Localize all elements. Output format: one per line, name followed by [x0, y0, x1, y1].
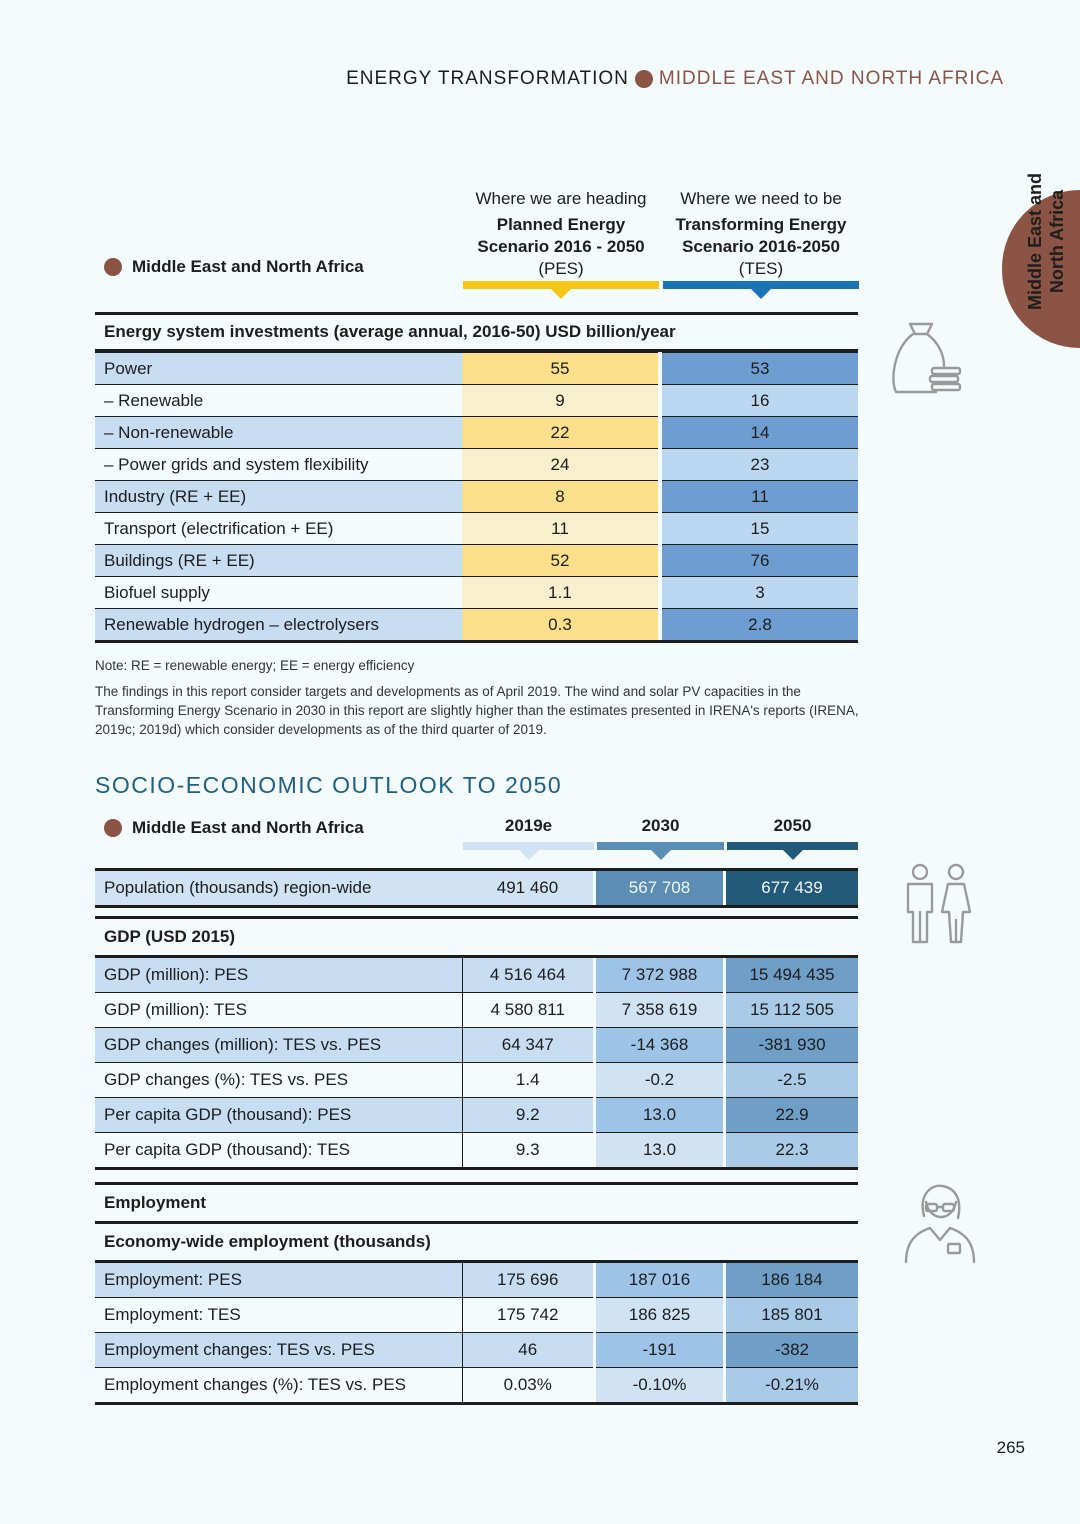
investment-tes-value: 53	[662, 353, 858, 385]
investments-title-bar	[95, 312, 858, 352]
employment-subtitle: Economy-wide employment (thousands)	[104, 1232, 431, 1251]
employment-row-value-2050: -382	[726, 1333, 858, 1368]
year-marker-2-arrow	[650, 849, 672, 860]
year-marker-3	[727, 842, 858, 850]
gdp-row-value-2050: -2.5	[726, 1063, 858, 1098]
year-marker-3-arrow	[782, 849, 804, 860]
investment-tes-value: 15	[662, 513, 858, 545]
employment-row-value-2019: 0.03%	[462, 1368, 593, 1404]
employment-row-label: Employment changes (%): TES vs. PES	[95, 1368, 462, 1404]
investment-row	[95, 385, 858, 417]
population-2019: 491 460	[462, 871, 593, 905]
gdp-row-value-2019: 4 580 811	[462, 993, 593, 1028]
gdp-row-value-2030: 13.0	[596, 1133, 723, 1169]
investment-pes-value: 1.1	[462, 577, 658, 609]
gdp-section	[95, 916, 858, 1170]
tes-abbr: (TES)	[738, 259, 784, 278]
employment-row-value-2019: 175 742	[462, 1298, 593, 1333]
gdp-row	[95, 1098, 858, 1133]
people-icon	[900, 862, 976, 946]
investment-row	[95, 513, 858, 545]
population-row	[95, 871, 858, 905]
employment-row-value-2019: 46	[462, 1333, 593, 1368]
tes-name-line1: Transforming Energy	[675, 215, 847, 234]
header-subtitle: MIDDLE EAST AND NORTH AFRICA	[658, 68, 1004, 89]
gdp-row	[95, 958, 858, 993]
employment-subtitle-bar	[95, 1221, 858, 1263]
investment-pes-value: 22	[462, 417, 658, 449]
investment-pes-value: 52	[462, 545, 658, 577]
region-name: Middle East and North Africa	[132, 257, 364, 276]
gdp-row-value-2030: -14 368	[596, 1028, 723, 1063]
gdp-table	[95, 958, 858, 1170]
employment-row-value-2050: 186 184	[726, 1263, 858, 1298]
employment-row-value-2050: -0.21%	[726, 1368, 858, 1404]
header-dot	[635, 70, 653, 88]
investment-pes-value: 0.3	[462, 609, 658, 642]
year-marker-1-arrow	[518, 849, 540, 860]
employment-row-label: Employment changes: TES vs. PES	[95, 1333, 462, 1368]
gdp-row-value-2019: 4 516 464	[462, 958, 593, 993]
region-dot	[104, 819, 122, 837]
gdp-row-value-2050: 15 112 505	[726, 993, 858, 1028]
employment-table	[95, 1263, 858, 1405]
investment-pes-value: 9	[462, 385, 658, 417]
gdp-row-value-2050: -381 930	[726, 1028, 858, 1063]
population-2030: 567 708	[596, 871, 723, 905]
tes-tag: Where we need to be	[680, 189, 842, 208]
investment-row-label: Buildings (RE + EE)	[95, 545, 462, 577]
investment-row	[95, 577, 858, 609]
employment-title-bar	[95, 1182, 858, 1221]
gdp-row	[95, 1063, 858, 1098]
gdp-row-label: GDP changes (%): TES vs. PES	[95, 1063, 462, 1098]
investments-section	[95, 312, 858, 643]
region-name: Middle East and North Africa	[132, 818, 364, 837]
running-header	[346, 68, 1004, 90]
employment-row	[95, 1333, 858, 1368]
page-number: 265	[996, 1438, 1025, 1457]
year-marker-1	[463, 842, 594, 850]
investment-tes-value: 14	[662, 417, 858, 449]
side-tab-line1: Middle East and	[1025, 172, 1045, 310]
year-header-1: 2019e	[504, 816, 553, 835]
gdp-row	[95, 1133, 858, 1169]
pes-marker-arrow	[550, 288, 572, 299]
employment-row-value-2019: 175 696	[462, 1263, 593, 1298]
investment-tes-value: 2.8	[662, 609, 858, 642]
region-label-investments	[104, 257, 364, 277]
gdp-row-label: GDP (million): PES	[95, 958, 462, 993]
region-dot	[104, 258, 122, 276]
pes-column-header	[463, 188, 659, 280]
investment-tes-value: 23	[662, 449, 858, 481]
investment-row	[95, 481, 858, 513]
investment-row-label: – Renewable	[95, 385, 462, 417]
employment-row	[95, 1368, 858, 1404]
employment-row-value-2030: 187 016	[596, 1263, 723, 1298]
pes-marker	[463, 281, 659, 289]
investment-row-label: – Power grids and system flexibility	[95, 449, 462, 481]
gdp-row-value-2019: 64 347	[462, 1028, 593, 1063]
employment-row	[95, 1298, 858, 1333]
note-findings: The findings in this report consider targets and developments as of April 2019. The wind and solar PV capacities in the Transforming Energy Scenario in 2030 in this report are slightly higher than the estimates presented in IRENA's reports (IRENA, 2019c; 2019d) which consider developments as of the third quarter of 2019.	[95, 684, 859, 737]
tes-column-header	[663, 188, 859, 280]
side-tab-line2: North Africa	[1047, 189, 1067, 294]
gdp-row	[95, 1028, 858, 1063]
tes-marker	[663, 281, 859, 289]
region-label-socio	[104, 818, 364, 838]
year-header-2: 2030	[641, 816, 680, 835]
investment-tes-value: 3	[662, 577, 858, 609]
population-2050: 677 439	[726, 871, 858, 905]
gdp-row-label: GDP changes (million): TES vs. PES	[95, 1028, 462, 1063]
investment-row-label: Industry (RE + EE)	[95, 481, 462, 513]
gdp-row-value-2050: 22.9	[726, 1098, 858, 1133]
employment-row-value-2030: -191	[596, 1333, 723, 1368]
gdp-row-value-2030: 7 372 988	[596, 958, 723, 993]
employment-row-label: Employment: PES	[95, 1263, 462, 1298]
employment-title: Employment	[104, 1193, 207, 1212]
gdp-row-value-2019: 9.2	[462, 1098, 593, 1133]
gdp-row-value-2019: 9.3	[462, 1133, 593, 1169]
side-tab-text	[1024, 173, 1068, 310]
population-section	[95, 868, 858, 908]
tes-name-line2: Scenario 2016-2050	[682, 237, 840, 256]
gdp-row-value-2050: 15 494 435	[726, 958, 858, 993]
investment-row	[95, 609, 858, 642]
gdp-title-bar	[95, 916, 858, 958]
investment-pes-value: 55	[462, 353, 658, 385]
gdp-row-label: Per capita GDP (thousand): PES	[95, 1098, 462, 1133]
employment-row-label: Employment: TES	[95, 1298, 462, 1333]
investment-row-label: Transport (electrification + EE)	[95, 513, 462, 545]
investments-title: Energy system investments (average annual, 2016-50) USD billion/year	[104, 322, 676, 341]
population-label: Population (thousands) region-wide	[95, 871, 462, 905]
investments-table	[95, 352, 858, 643]
gdp-row-label: Per capita GDP (thousand): TES	[95, 1133, 462, 1169]
population-table	[95, 871, 858, 905]
investment-row-label: Renewable hydrogen – electrolysers	[95, 609, 462, 642]
investment-pes-value: 11	[462, 513, 658, 545]
gdp-row-value-2050: 22.3	[726, 1133, 858, 1169]
gdp-row-value-2019: 1.4	[462, 1063, 593, 1098]
investment-tes-value: 16	[662, 385, 858, 417]
investment-row-label: Biofuel supply	[95, 577, 462, 609]
employment-row	[95, 1263, 858, 1298]
year-header-3: 2050	[773, 816, 812, 835]
pes-name-line2: Scenario 2016 - 2050	[477, 237, 645, 256]
employment-section	[95, 1182, 858, 1405]
investment-row-label: Power	[95, 353, 462, 385]
gdp-row-value-2030: 13.0	[596, 1098, 723, 1133]
investment-tes-value: 11	[662, 481, 858, 513]
investment-row	[95, 545, 858, 577]
pes-name-line1: Planned Energy	[496, 215, 626, 234]
gdp-row-value-2030: 7 358 619	[596, 993, 723, 1028]
investment-pes-value: 24	[462, 449, 658, 481]
socio-economic-title: SOCIO-ECONOMIC OUTLOOK TO 2050	[95, 772, 563, 798]
investment-row-label: – Non-renewable	[95, 417, 462, 449]
note-abbreviations: Note: RE = renewable energy; EE = energy efficiency	[95, 658, 415, 673]
gdp-row	[95, 993, 858, 1028]
investment-row	[95, 417, 858, 449]
investment-row	[95, 449, 858, 481]
investment-row	[95, 353, 858, 385]
worker-icon	[900, 1182, 980, 1268]
tes-marker-arrow	[750, 288, 772, 299]
gdp-row-value-2030: -0.2	[596, 1063, 723, 1098]
pes-tag: Where we are heading	[475, 189, 647, 208]
header-title: ENERGY TRANSFORMATION	[346, 68, 629, 89]
investment-pes-value: 8	[462, 481, 658, 513]
pes-abbr: (PES)	[538, 259, 584, 278]
gdp-row-label: GDP (million): TES	[95, 993, 462, 1028]
employment-row-value-2030: 186 825	[596, 1298, 723, 1333]
employment-row-value-2050: 185 801	[726, 1298, 858, 1333]
money-bag-icon	[888, 320, 964, 398]
investment-tes-value: 76	[662, 545, 858, 577]
year-marker-2	[597, 842, 724, 850]
gdp-title: GDP (USD 2015)	[104, 927, 236, 946]
employment-row-value-2030: -0.10%	[596, 1368, 723, 1404]
chapter-side-tab	[1002, 172, 1080, 348]
